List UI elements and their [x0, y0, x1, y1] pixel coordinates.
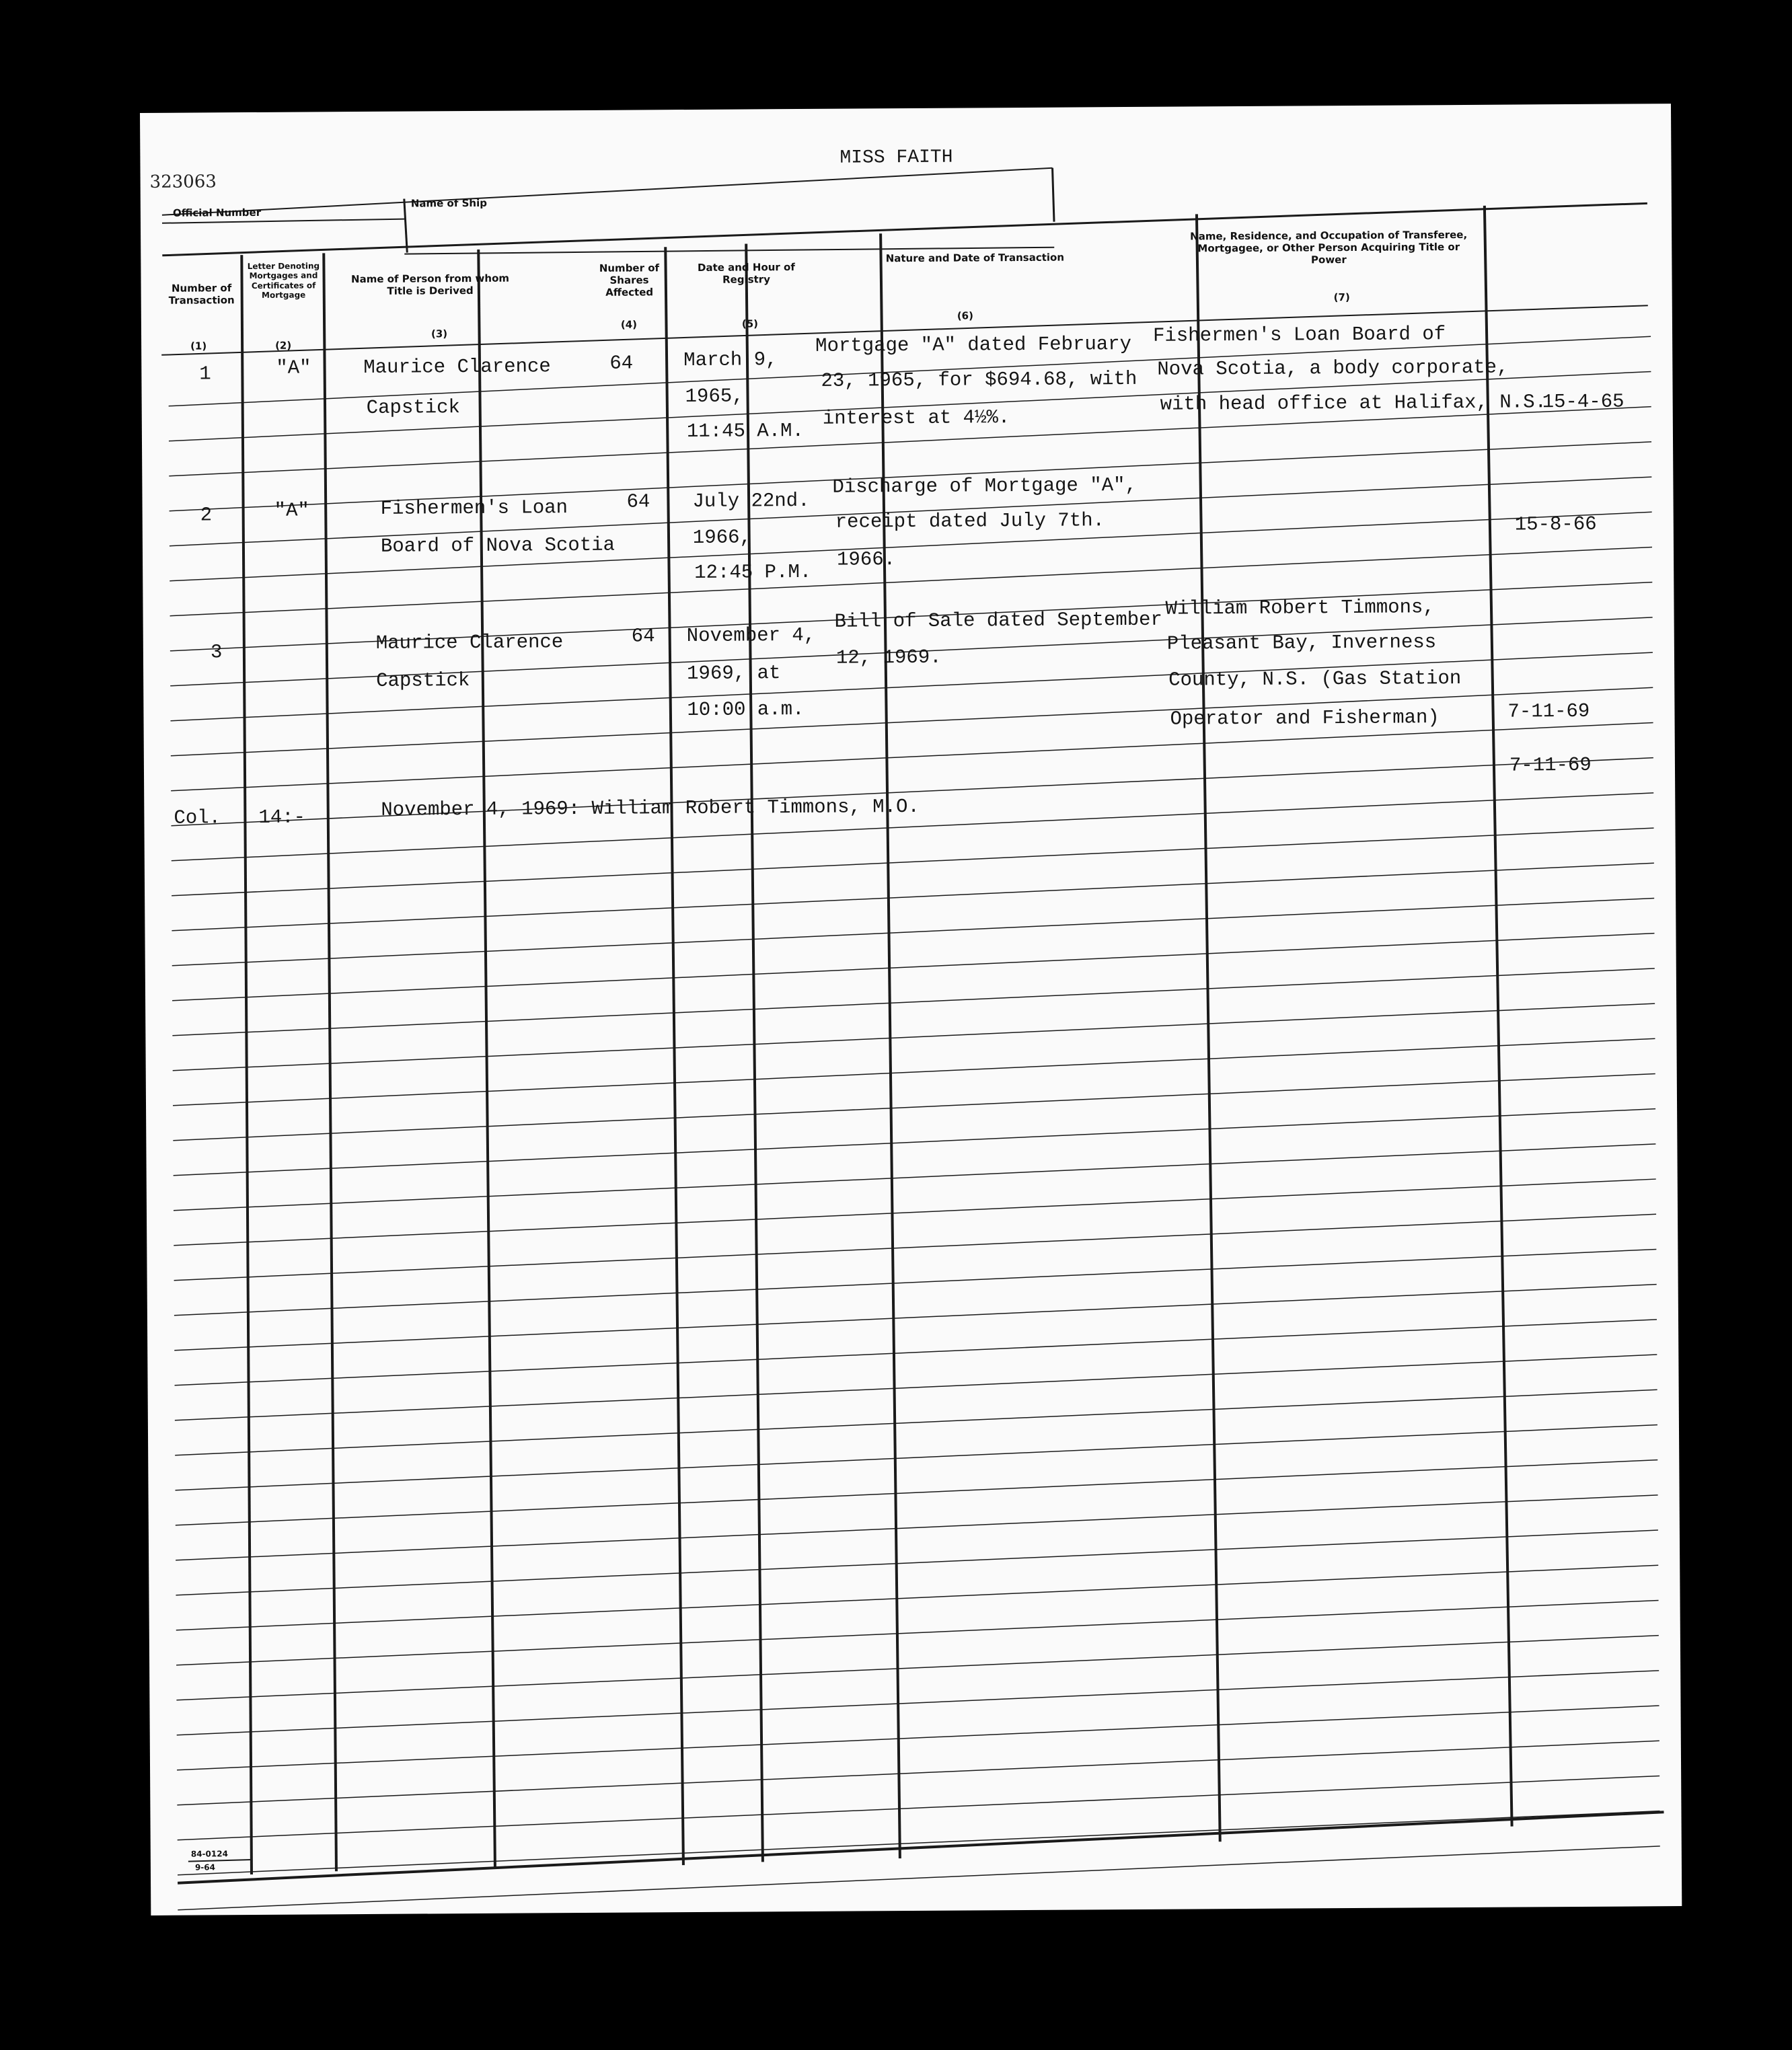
official-number-label: Official Number: [172, 206, 262, 219]
entry2-number: 2: [200, 504, 213, 527]
col5-number: (5): [741, 317, 759, 330]
entry3-registry-line2: 1969, at: [687, 662, 781, 685]
row-rule: [176, 1565, 1658, 1630]
row-rule: [178, 1811, 1660, 1875]
official-number-rule: [162, 219, 404, 223]
entry2-from-line2: Board of Nova Scotia: [380, 533, 615, 558]
entry2-letter: "A": [274, 499, 309, 522]
entry1-from-line2: Capstick: [366, 396, 461, 419]
entry3-nature-line2: 12, 1969.: [835, 646, 942, 669]
col1-header: Number of Transaction: [168, 282, 235, 307]
row-rule: [177, 1776, 1659, 1839]
column-rule-3: [478, 250, 495, 1868]
col3-number: (3): [431, 328, 448, 340]
entry1-registry-line2: 1965,: [685, 385, 744, 408]
entry2-nature-line1: Discharge of Mortgage "A",: [832, 473, 1137, 498]
col3-header: Name of Person from whom Title is Derived: [350, 272, 510, 297]
row-rule: [174, 1320, 1657, 1385]
row-rule: [175, 1425, 1657, 1490]
col14-text: November 4, 1969: William Robert Timmons, M.O.: [381, 795, 920, 821]
row-rule: [176, 1671, 1659, 1735]
col7-number: (7): [1333, 291, 1350, 304]
ship-name-value: MISS FAITH: [839, 147, 953, 169]
entry2-shares: 64: [626, 490, 650, 513]
col4-number: (4): [620, 318, 638, 331]
entry1-date-stamp: 15-4-65: [1542, 390, 1625, 414]
row-rule: [177, 1706, 1659, 1770]
row-rule: [176, 1495, 1658, 1560]
entry3-from-line2: Capstick: [376, 669, 470, 692]
row-rule: [175, 1390, 1657, 1455]
entry1-nature-line2: 23, 1965, for $694.68, with: [821, 367, 1137, 392]
col2-number: (2): [274, 339, 292, 352]
ship-name-label: Name of Ship: [410, 196, 488, 210]
col1-number: (1): [190, 340, 207, 352]
form-bottom-rule: [178, 1812, 1665, 1883]
ship-box-right: [1053, 168, 1054, 222]
ship-box-left: [404, 199, 407, 253]
row-rule: [172, 969, 1655, 1036]
form-code-rule: [188, 1860, 252, 1862]
col6-header: Nature and Date of Transaction: [885, 251, 1065, 265]
row-rule: [172, 1003, 1655, 1071]
entry1-from-line1: Maurice Clarence: [363, 355, 551, 379]
col6-number: (6): [957, 309, 973, 322]
entry3-from-line1: Maurice Clarence: [375, 631, 564, 654]
entry1-registry-line3: 11:45 A.M.: [686, 419, 805, 443]
row-rule: [174, 1214, 1656, 1280]
row-rule: [175, 1460, 1657, 1525]
col14-label: Col.: [174, 806, 221, 829]
entry3-nature-line1: Bill of Sale dated September: [834, 608, 1163, 633]
row-rule: [176, 1530, 1658, 1595]
row-rule: [174, 1285, 1657, 1351]
col2-header: Letter Denoting Mortgages and Certificates of Mortgage: [247, 261, 320, 301]
entry1-number: 1: [199, 363, 211, 385]
entry1-acquirer-line2: Nova Scotia, a body corporate,: [1157, 356, 1509, 381]
column-rule-7: [1197, 214, 1220, 1842]
entry2-registry-line1: July 22nd.: [692, 489, 810, 512]
entry2-nature-line2: receipt dated July 7th.: [835, 509, 1105, 533]
entry1-acquirer-line1: Fishermen's Loan Board of: [1152, 323, 1446, 347]
official-number-value: 323063: [149, 172, 217, 192]
row-rule: [174, 1355, 1657, 1420]
column-rule-5: [746, 243, 763, 1862]
column-rule-1: [241, 255, 252, 1874]
header-rule-top: [162, 168, 1053, 215]
row-rule: [173, 1073, 1655, 1140]
entry3-registry-line3: 10:00 a.m.: [687, 697, 805, 722]
entry2-registry-line2: 1966,: [692, 526, 751, 549]
row-rule: [176, 1600, 1659, 1665]
col14-ref: 14:-: [258, 806, 306, 829]
form-code-line2: 9-64: [194, 1862, 216, 1872]
entry3-acquirer-line2: Pleasant Bay, Inverness: [1166, 631, 1437, 655]
entry2-registry-line3: 12:45 P.M.: [694, 560, 812, 584]
extra-date-stamp: 7-11-69: [1509, 753, 1592, 777]
entry1-acquirer-line3: with head office at Halifax, N.S.: [1160, 391, 1547, 416]
entry3-shares: 64: [631, 625, 655, 648]
entry2-nature-line3: 1966.: [836, 548, 896, 571]
entry1-shares: 64: [609, 352, 634, 375]
row-rule: [178, 1846, 1660, 1910]
entry3-acquirer-line1: William Robert Timmons,: [1165, 596, 1435, 620]
row-rule: [171, 722, 1653, 790]
column-rule-4: [665, 247, 683, 1865]
entry3-number: 3: [210, 641, 223, 664]
column-rule-2: [324, 253, 336, 1871]
row-rule: [172, 898, 1654, 965]
row-rule: [176, 1636, 1659, 1700]
entry1-registry-line1: March 9,: [683, 348, 778, 372]
form-code-line1: 84-0124: [190, 1849, 228, 1859]
row-rule: [177, 1741, 1659, 1805]
entry3-acquirer-line3: County, N.S. (Gas Station: [1168, 667, 1462, 691]
col5-header: Date and Hour of Registry: [697, 261, 795, 286]
col7-header: Name, Residence, and Occupation of Transferee, Mortgagee, or Other Person Acquiring Title or Power: [1190, 228, 1468, 266]
entry1-letter: "A": [276, 356, 311, 379]
entry3-date-stamp: 7-11-69: [1507, 699, 1590, 723]
entry2-from-line1: Fishermen's Loan: [380, 496, 568, 520]
entry1-nature-line3: interest at 4½%.: [822, 406, 1010, 430]
entry3-acquirer-line4: Operator and Fisherman): [1170, 706, 1440, 730]
col4-header: Number of Shares Affected: [599, 262, 660, 299]
entry1-nature-line1: Mortgage "A" dated February: [815, 333, 1132, 357]
row-rule: [174, 1249, 1656, 1315]
row-rule: [174, 1179, 1656, 1246]
entry2-date-stamp: 15-8-66: [1514, 512, 1597, 536]
row-rule: [172, 863, 1654, 930]
row-rule: [173, 1109, 1655, 1176]
row-rule: [173, 1144, 1655, 1211]
row-rule: [172, 934, 1655, 1001]
row-rule: [172, 828, 1654, 896]
entry3-registry-line1: November 4,: [686, 623, 816, 648]
register-page: [140, 104, 1682, 1915]
row-rule: [172, 1038, 1655, 1105]
